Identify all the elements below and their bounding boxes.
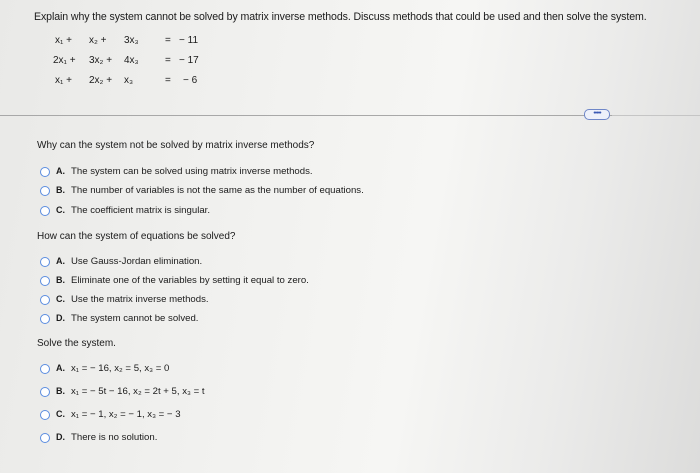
equation-rhs: − 17	[179, 55, 199, 66]
equals-sign: =	[165, 35, 171, 46]
equation-term: 3x₃	[124, 35, 139, 46]
equals-sign: =	[165, 75, 171, 86]
equation-term: 3x₂ +	[89, 55, 113, 66]
equation-term: x₁ +	[55, 75, 72, 86]
radio-button[interactable]	[40, 410, 50, 420]
option-text: The system can be solved using matrix inverse methods.	[71, 166, 313, 177]
question-how-solve: How can the system of equations be solved?	[37, 231, 236, 242]
option-text: x₁ = − 1, x₂ = − 1, x₃ = − 3	[71, 409, 181, 420]
radio-button[interactable]	[40, 186, 50, 196]
radio-button[interactable]	[40, 314, 50, 324]
expand-more-button[interactable]: •••••	[584, 109, 610, 120]
option-text: Use Gauss-Jordan elimination.	[71, 256, 203, 267]
equation-rhs: − 6	[183, 75, 198, 86]
equals-sign: =	[165, 55, 171, 66]
equation-term: x₂ +	[89, 35, 107, 46]
option-text: Use the matrix inverse methods.	[71, 294, 209, 305]
option-letter: C.	[56, 205, 65, 215]
option-text: There is no solution.	[71, 432, 158, 443]
question-why-not-inverse: Why can the system not be solved by matrix inverse methods?	[37, 140, 315, 151]
option-text: x₁ = − 5t − 16, x₂ = 2t + 5, x₃ = t	[71, 386, 205, 397]
radio-button[interactable]	[40, 167, 50, 177]
question-solve-system: Solve the system.	[37, 338, 116, 349]
option-letter: B.	[56, 185, 65, 195]
option-text: x₁ = − 16, x₂ = 5, x₃ = 0	[71, 363, 170, 374]
option-letter: A.	[56, 363, 65, 373]
option-letter: D.	[56, 313, 65, 323]
equation-term: 2x₂ +	[89, 75, 113, 86]
option-text: The number of variables is not the same as the number of equations.	[71, 185, 364, 196]
option-letter: C.	[56, 409, 65, 419]
option-text: The system cannot be solved.	[71, 313, 199, 324]
radio-button[interactable]	[40, 433, 50, 443]
section-divider	[0, 115, 612, 116]
option-text: The coefficient matrix is singular.	[71, 205, 210, 216]
option-letter: B.	[56, 386, 65, 396]
radio-button[interactable]	[40, 206, 50, 216]
problem-prompt: Explain why the system cannot be solved by matrix inverse methods. Discuss methods that could be used and then solve the system.	[34, 11, 647, 23]
radio-button[interactable]	[40, 295, 50, 305]
option-letter: D.	[56, 432, 65, 442]
option-text: Eliminate one of the variables by setting it equal to zero.	[71, 275, 309, 286]
radio-button[interactable]	[40, 364, 50, 374]
option-letter: C.	[56, 294, 65, 304]
section-divider-right	[612, 115, 700, 116]
equation-term: x₁ +	[55, 35, 72, 46]
option-letter: A.	[56, 256, 65, 266]
radio-button[interactable]	[40, 387, 50, 397]
radio-button[interactable]	[40, 276, 50, 286]
option-letter: B.	[56, 275, 65, 285]
equation-rhs: − 11	[179, 35, 198, 46]
option-letter: A.	[56, 166, 65, 176]
equation-term: 4x₃	[124, 55, 139, 66]
equation-term: 2x₁ +	[53, 55, 76, 66]
equation-term: x₃	[124, 75, 134, 86]
radio-button[interactable]	[40, 257, 50, 267]
